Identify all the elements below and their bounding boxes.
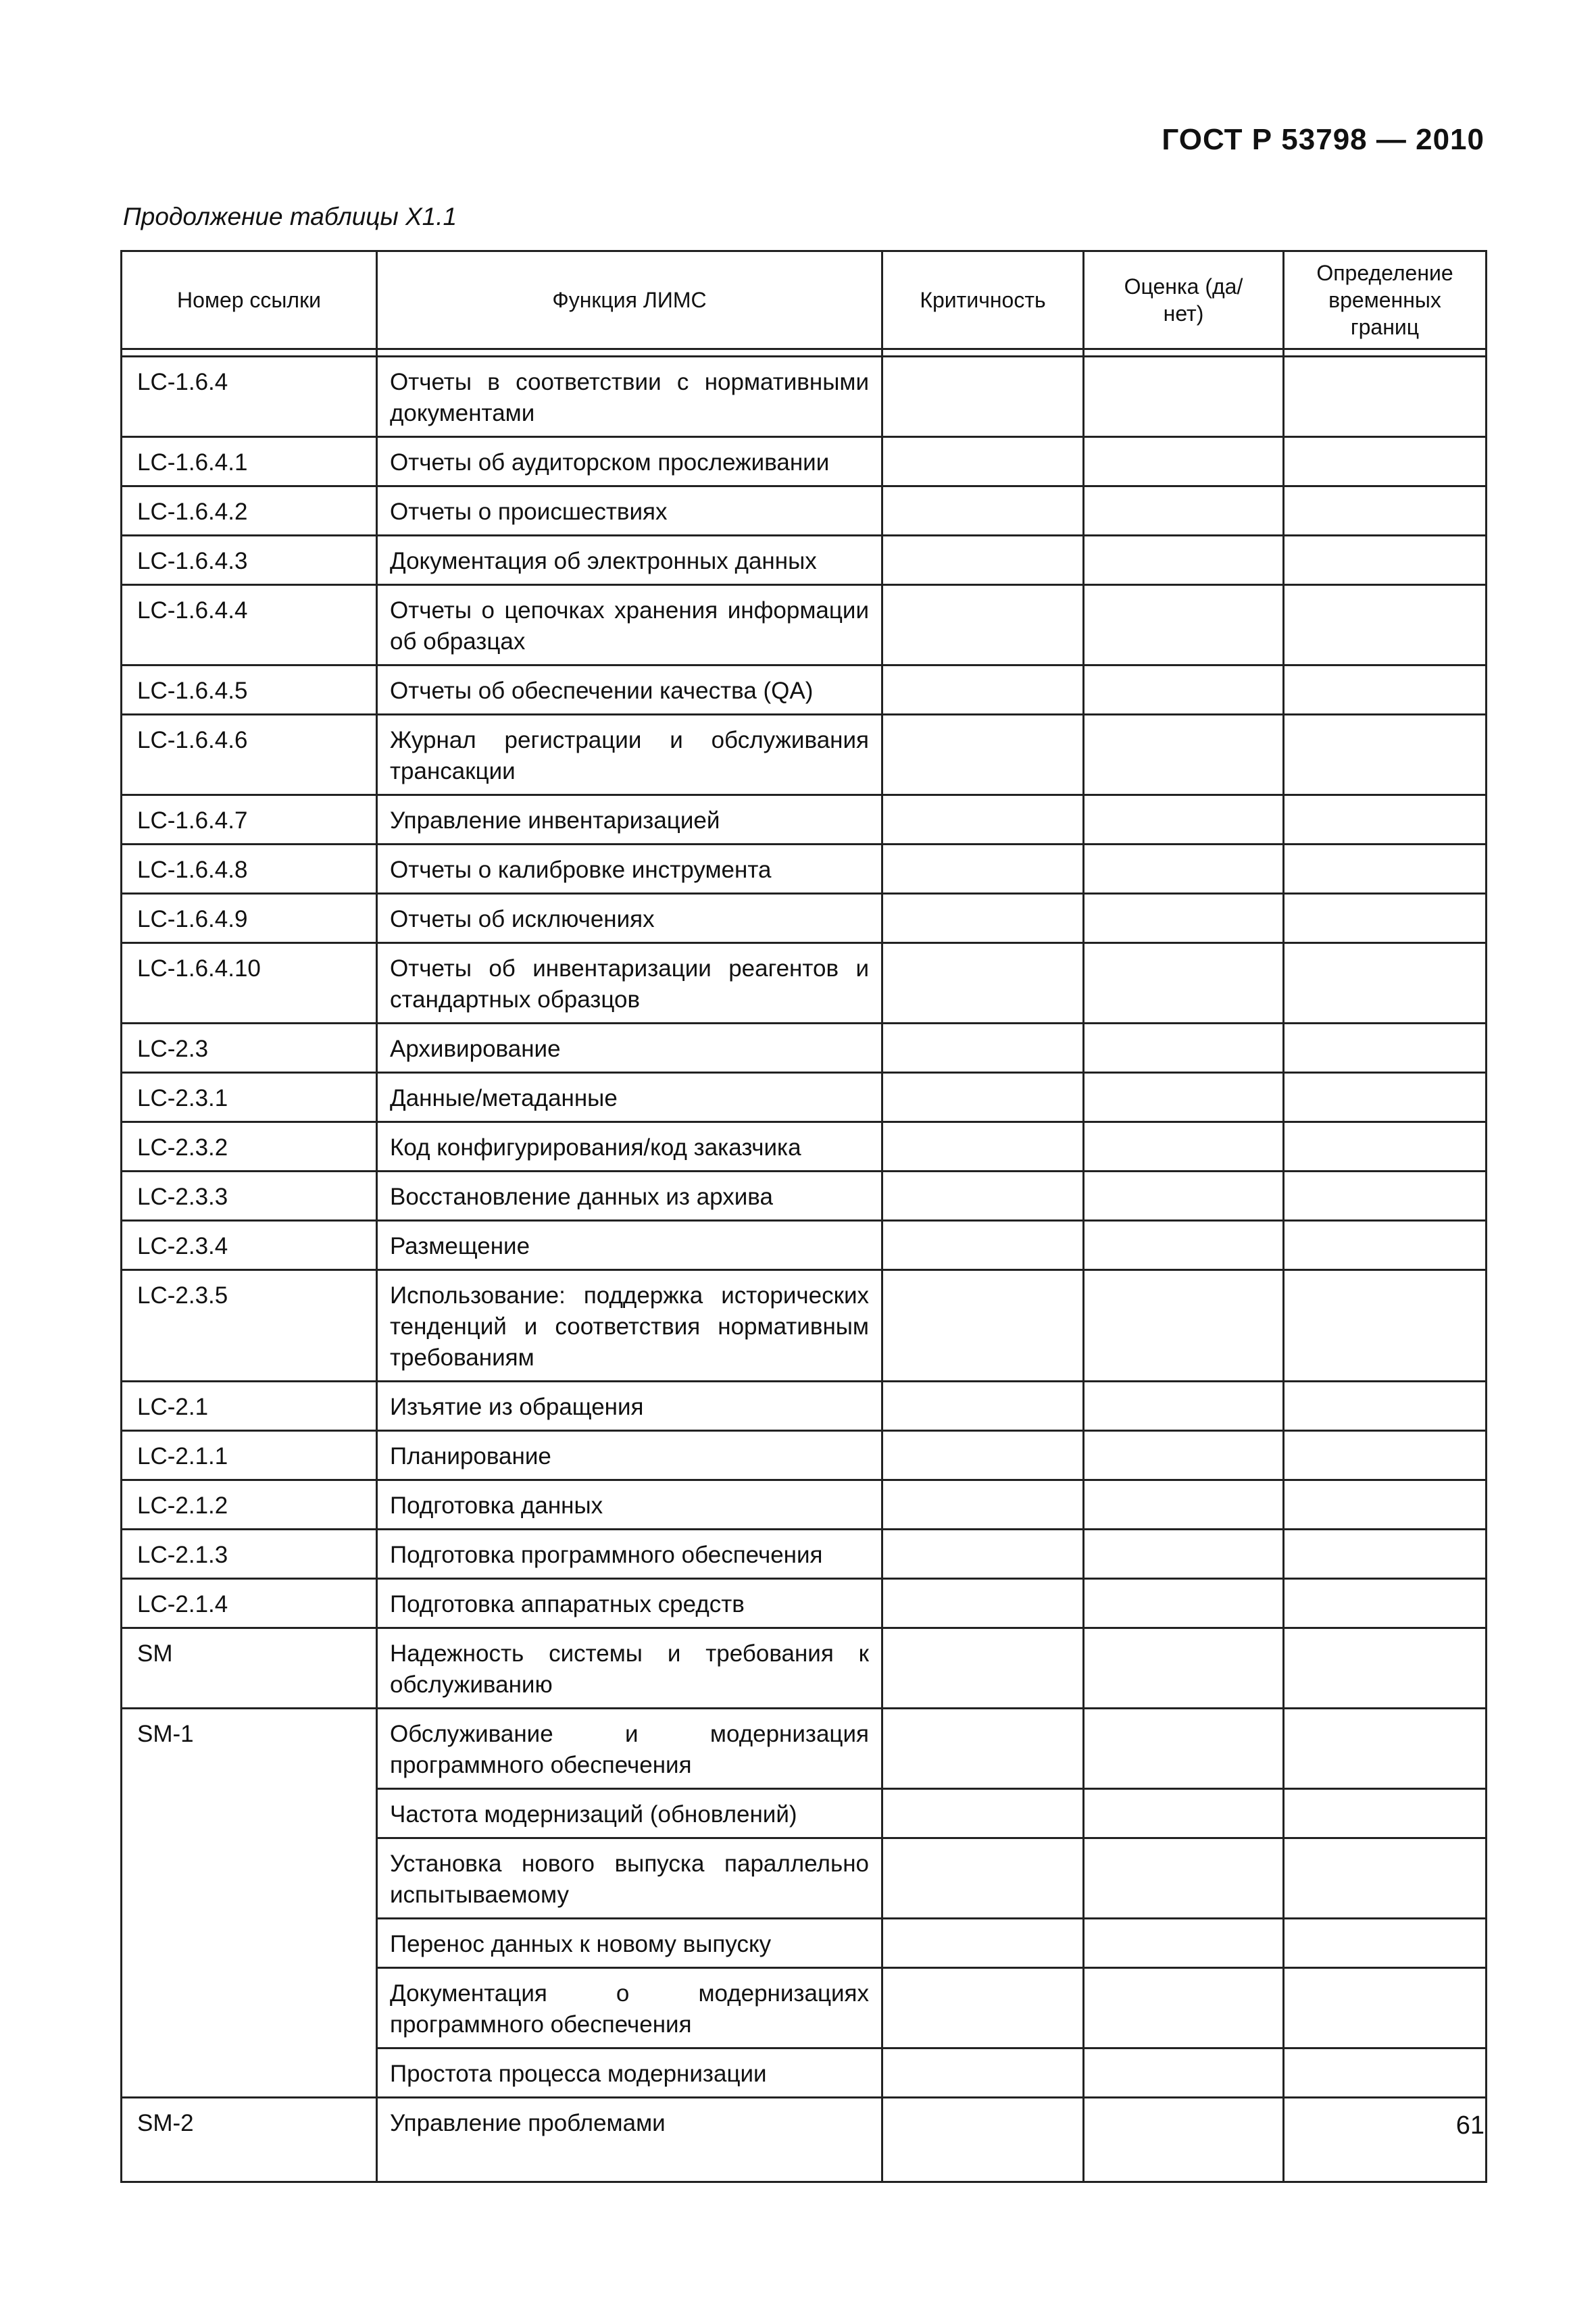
table-row <box>122 357 1487 437</box>
table-row <box>122 845 1487 894</box>
function-text: Отчеты о калибровке инструмента <box>390 857 772 883</box>
criticality-cell <box>882 1919 1084 1968</box>
function-text: Отчеты об исключениях <box>390 906 655 932</box>
reference-number-cell: LC-2.3 <box>122 1024 377 1073</box>
time-limits-cell <box>1284 715 1487 795</box>
function-cell <box>377 1024 882 1073</box>
function-text: Отчеты об аудиторском прослеживании <box>390 449 830 476</box>
reference-number-cell: LC-1.6.4.2 <box>122 486 377 536</box>
criticality-cell <box>882 1628 1084 1709</box>
assessment-cell <box>1084 1172 1284 1221</box>
criticality-cell <box>882 486 1084 536</box>
time-limits-cell <box>1284 1270 1487 1382</box>
reference-number-cell: LC-1.6.4.6 <box>122 715 377 795</box>
assessment-cell <box>1084 1024 1284 1073</box>
function-cell <box>377 1073 882 1122</box>
time-limits-cell <box>1284 1024 1487 1073</box>
function-text: Документация об электронных данных <box>390 548 817 574</box>
assessment-cell <box>1084 357 1284 437</box>
assessment-cell <box>1084 715 1284 795</box>
reference-number-cell: LC-1.6.4.3 <box>122 536 377 585</box>
function-cell <box>377 1709 882 1789</box>
table-row <box>122 1480 1487 1530</box>
time-limits-cell <box>1284 1530 1487 1579</box>
reference-number-cell: LC-2.3.5 <box>122 1270 377 1382</box>
reference-number-cell: LC-2.3.1 <box>122 1073 377 1122</box>
assessment-cell <box>1084 1122 1284 1172</box>
time-limits-cell <box>1284 1628 1487 1709</box>
table-header-row <box>122 251 1487 349</box>
assessment-cell <box>1084 665 1284 715</box>
table-row <box>122 1221 1487 1270</box>
time-limits-cell <box>1284 437 1487 486</box>
criticality-cell <box>882 1530 1084 1579</box>
table-row <box>122 665 1487 715</box>
function-cell <box>377 943 882 1024</box>
time-limits-cell <box>1284 1073 1487 1122</box>
function-cell <box>377 536 882 585</box>
criticality-cell <box>882 1480 1084 1530</box>
table-row <box>122 1024 1487 1073</box>
assessment-cell <box>1084 1838 1284 1919</box>
function-cell <box>377 1838 882 1919</box>
time-limits-cell <box>1284 1919 1487 1968</box>
criticality-cell <box>882 1789 1084 1838</box>
time-limits-cell <box>1284 1382 1487 1431</box>
time-limits-cell <box>1284 1709 1487 1789</box>
reference-number-cell: LC-1.6.4.4 <box>122 585 377 665</box>
function-text: Управление инвентаризацией <box>390 807 720 834</box>
criticality-cell <box>882 1968 1084 2048</box>
time-limits-cell <box>1284 1838 1487 1919</box>
assessment-cell <box>1084 1221 1284 1270</box>
time-limits-cell <box>1284 795 1487 845</box>
function-text: Отчеты в соответствии с нормативными документами <box>390 369 869 426</box>
assessment-cell <box>1084 585 1284 665</box>
function-text: Перенос данных к новому выпуску <box>390 1931 772 1957</box>
table-row <box>122 486 1487 536</box>
function-cell <box>377 1431 882 1480</box>
time-limits-cell <box>1284 1579 1487 1628</box>
reference-number-cell: LC-2.1.3 <box>122 1530 377 1579</box>
function-text: Планирование <box>390 1443 551 1469</box>
function-text: Простота процесса модернизации <box>390 2061 767 2087</box>
function-text: Данные/метаданные <box>390 1085 618 1111</box>
criticality-cell <box>882 1024 1084 1073</box>
criticality-cell <box>882 1579 1084 1628</box>
function-cell <box>377 1530 882 1579</box>
column-header-function: Функция ЛИМС <box>377 251 882 349</box>
criticality-cell <box>882 1431 1084 1480</box>
table-row <box>122 437 1487 486</box>
time-limits-cell <box>1284 1172 1487 1221</box>
time-limits-cell <box>1284 1431 1487 1480</box>
assessment-cell <box>1084 943 1284 1024</box>
time-limits-cell <box>1284 357 1487 437</box>
reference-number-cell: SM-2 <box>122 2098 377 2182</box>
assessment-cell <box>1084 1480 1284 1530</box>
time-limits-cell <box>1284 894 1487 943</box>
criticality-cell <box>882 894 1084 943</box>
criticality-cell <box>882 1073 1084 1122</box>
function-text: Отчеты о происшествиях <box>390 499 668 525</box>
column-header-criticality: Критичность <box>882 251 1084 349</box>
reference-number-cell: LC-1.6.4.8 <box>122 845 377 894</box>
table-row <box>122 1122 1487 1172</box>
reference-number-cell: LC-1.6.4.7 <box>122 795 377 845</box>
assessment-cell <box>1084 1579 1284 1628</box>
function-cell <box>377 1919 882 1968</box>
function-cell <box>377 1221 882 1270</box>
function-cell <box>377 1172 882 1221</box>
assessment-cell <box>1084 1382 1284 1431</box>
table-row <box>122 1382 1487 1431</box>
time-limits-cell <box>1284 486 1487 536</box>
reference-number-cell: LC-2.3.2 <box>122 1122 377 1172</box>
criticality-cell <box>882 437 1084 486</box>
table-body <box>122 357 1487 2182</box>
criticality-cell <box>882 357 1084 437</box>
time-limits-cell <box>1284 1122 1487 1172</box>
table-caption: Продолжение таблицы Х1.1 <box>123 203 457 230</box>
function-cell <box>377 1968 882 2048</box>
table-row <box>122 1709 1487 1789</box>
column-header-ref: Номер ссылки <box>122 251 377 349</box>
function-cell <box>377 715 882 795</box>
criticality-cell <box>882 2098 1084 2182</box>
assessment-cell <box>1084 1789 1284 1838</box>
reference-number-cell: LC-2.3.4 <box>122 1221 377 1270</box>
assessment-cell <box>1084 2098 1284 2182</box>
function-cell <box>377 795 882 845</box>
assessment-cell <box>1084 1628 1284 1709</box>
criticality-cell <box>882 2048 1084 2098</box>
column-header-assessment: Оценка (да/нет) <box>1084 251 1284 349</box>
reference-number-cell: LC-1.6.4.9 <box>122 894 377 943</box>
reference-number-cell: LC-1.6.4.1 <box>122 437 377 486</box>
table-row <box>122 1431 1487 1480</box>
function-cell <box>377 2098 882 2182</box>
function-text: Подготовка данных <box>390 1492 603 1519</box>
column-header-time-limits: Определение временных границ <box>1284 251 1487 349</box>
function-text: Надежность системы и требования к обслуживанию <box>390 1640 869 1698</box>
table-row <box>122 536 1487 585</box>
table-row <box>122 943 1487 1024</box>
function-cell <box>377 1628 882 1709</box>
reference-number-cell: LC-2.3.3 <box>122 1172 377 1221</box>
reference-number-cell: LC-2.1 <box>122 1382 377 1431</box>
assessment-cell <box>1084 1709 1284 1789</box>
criticality-cell <box>882 1709 1084 1789</box>
function-cell <box>377 894 882 943</box>
assessment-cell <box>1084 1270 1284 1382</box>
criticality-cell <box>882 1172 1084 1221</box>
reference-number-cell: LC-2.1.1 <box>122 1431 377 1480</box>
table-row <box>122 2098 1487 2182</box>
reference-number-cell: LC-2.1.4 <box>122 1579 377 1628</box>
table-row <box>122 1530 1487 1579</box>
function-text: Журнал регистрации и обслуживания трансакции <box>390 727 869 784</box>
table-row <box>122 1270 1487 1382</box>
time-limits-cell <box>1284 1789 1487 1838</box>
reference-number-cell: LC-1.6.4.5 <box>122 665 377 715</box>
table-row <box>122 795 1487 845</box>
function-text: Архивирование <box>390 1036 561 1062</box>
function-text: Отчеты об инвентаризации реагентов и стандартных образцов <box>390 955 869 1013</box>
criticality-cell <box>882 1382 1084 1431</box>
criticality-cell <box>882 536 1084 585</box>
assessment-cell <box>1084 1919 1284 1968</box>
page-number: 61 <box>1455 2111 1485 2140</box>
assessment-cell <box>1084 1073 1284 1122</box>
function-text: Использование: поддержка исторических тенденций и соответствия нормативным требованиям <box>390 1282 869 1371</box>
time-limits-cell <box>1284 943 1487 1024</box>
requirements-table <box>120 250 1487 2183</box>
time-limits-cell <box>1284 1221 1487 1270</box>
time-limits-cell <box>1284 1968 1487 2048</box>
assessment-cell <box>1084 486 1284 536</box>
function-cell <box>377 1480 882 1530</box>
function-cell <box>377 357 882 437</box>
assessment-cell <box>1084 845 1284 894</box>
function-text: Подготовка аппаратных средств <box>390 1591 745 1617</box>
function-cell <box>377 2048 882 2098</box>
table-row <box>122 1579 1487 1628</box>
function-text: Установка нового выпуска параллельно испытываемому <box>390 1851 869 1908</box>
function-text: Управление проблемами <box>390 2110 666 2136</box>
table-row <box>122 1073 1487 1122</box>
assessment-cell <box>1084 1968 1284 2048</box>
function-cell <box>377 1122 882 1172</box>
time-limits-cell <box>1284 845 1487 894</box>
time-limits-cell <box>1284 585 1487 665</box>
function-cell <box>377 585 882 665</box>
time-limits-cell <box>1284 536 1487 585</box>
reference-number-cell: LC-1.6.4 <box>122 357 377 437</box>
criticality-cell <box>882 1838 1084 1919</box>
table-row <box>122 715 1487 795</box>
function-cell <box>377 665 882 715</box>
function-cell <box>377 1789 882 1838</box>
function-text: Восстановление данных из архива <box>390 1184 773 1210</box>
table-row <box>122 894 1487 943</box>
criticality-cell <box>882 795 1084 845</box>
function-text: Обслуживание и модернизация программного обеспечения <box>390 1721 869 1778</box>
header-separator-row <box>122 349 1487 357</box>
reference-number-cell: LC-1.6.4.10 <box>122 943 377 1024</box>
time-limits-cell <box>1284 1480 1487 1530</box>
function-text: Отчеты о цепочках хранения информации об образцах <box>390 597 869 655</box>
function-text: Подготовка программного обеспечения <box>390 1542 823 1568</box>
function-text: Код конфигурирования/код заказчика <box>390 1134 801 1161</box>
function-text: Документация о модернизациях программного обеспечения <box>390 1980 869 2038</box>
table-row <box>122 585 1487 665</box>
criticality-cell <box>882 1221 1084 1270</box>
assessment-cell <box>1084 1530 1284 1579</box>
reference-number-cell: SM <box>122 1628 377 1709</box>
criticality-cell <box>882 585 1084 665</box>
time-limits-cell <box>1284 2048 1487 2098</box>
function-cell <box>377 1382 882 1431</box>
criticality-cell <box>882 943 1084 1024</box>
function-text: Частота модернизаций (обновлений) <box>390 1801 797 1828</box>
assessment-cell <box>1084 536 1284 585</box>
assessment-cell <box>1084 795 1284 845</box>
criticality-cell <box>882 845 1084 894</box>
function-text: Отчеты об обеспечении качества (QA) <box>390 678 814 704</box>
time-limits-cell <box>1284 665 1487 715</box>
assessment-cell <box>1084 2048 1284 2098</box>
reference-number-cell: SM-1 <box>122 1709 377 2098</box>
function-cell <box>377 486 882 536</box>
reference-number-cell: LC-2.1.2 <box>122 1480 377 1530</box>
assessment-cell <box>1084 1431 1284 1480</box>
assessment-cell <box>1084 437 1284 486</box>
criticality-cell <box>882 665 1084 715</box>
function-cell <box>377 1579 882 1628</box>
function-text: Размещение <box>390 1233 530 1259</box>
criticality-cell <box>882 1270 1084 1382</box>
function-cell <box>377 437 882 486</box>
table-row <box>122 1172 1487 1221</box>
function-cell <box>377 1270 882 1382</box>
function-cell <box>377 845 882 894</box>
assessment-cell <box>1084 894 1284 943</box>
criticality-cell <box>882 715 1084 795</box>
criticality-cell <box>882 1122 1084 1172</box>
table-row <box>122 1628 1487 1709</box>
function-text: Изъятие из обращения <box>390 1394 644 1420</box>
document-standard-header: ГОСТ Р 53798 — 2010 <box>1162 123 1485 156</box>
